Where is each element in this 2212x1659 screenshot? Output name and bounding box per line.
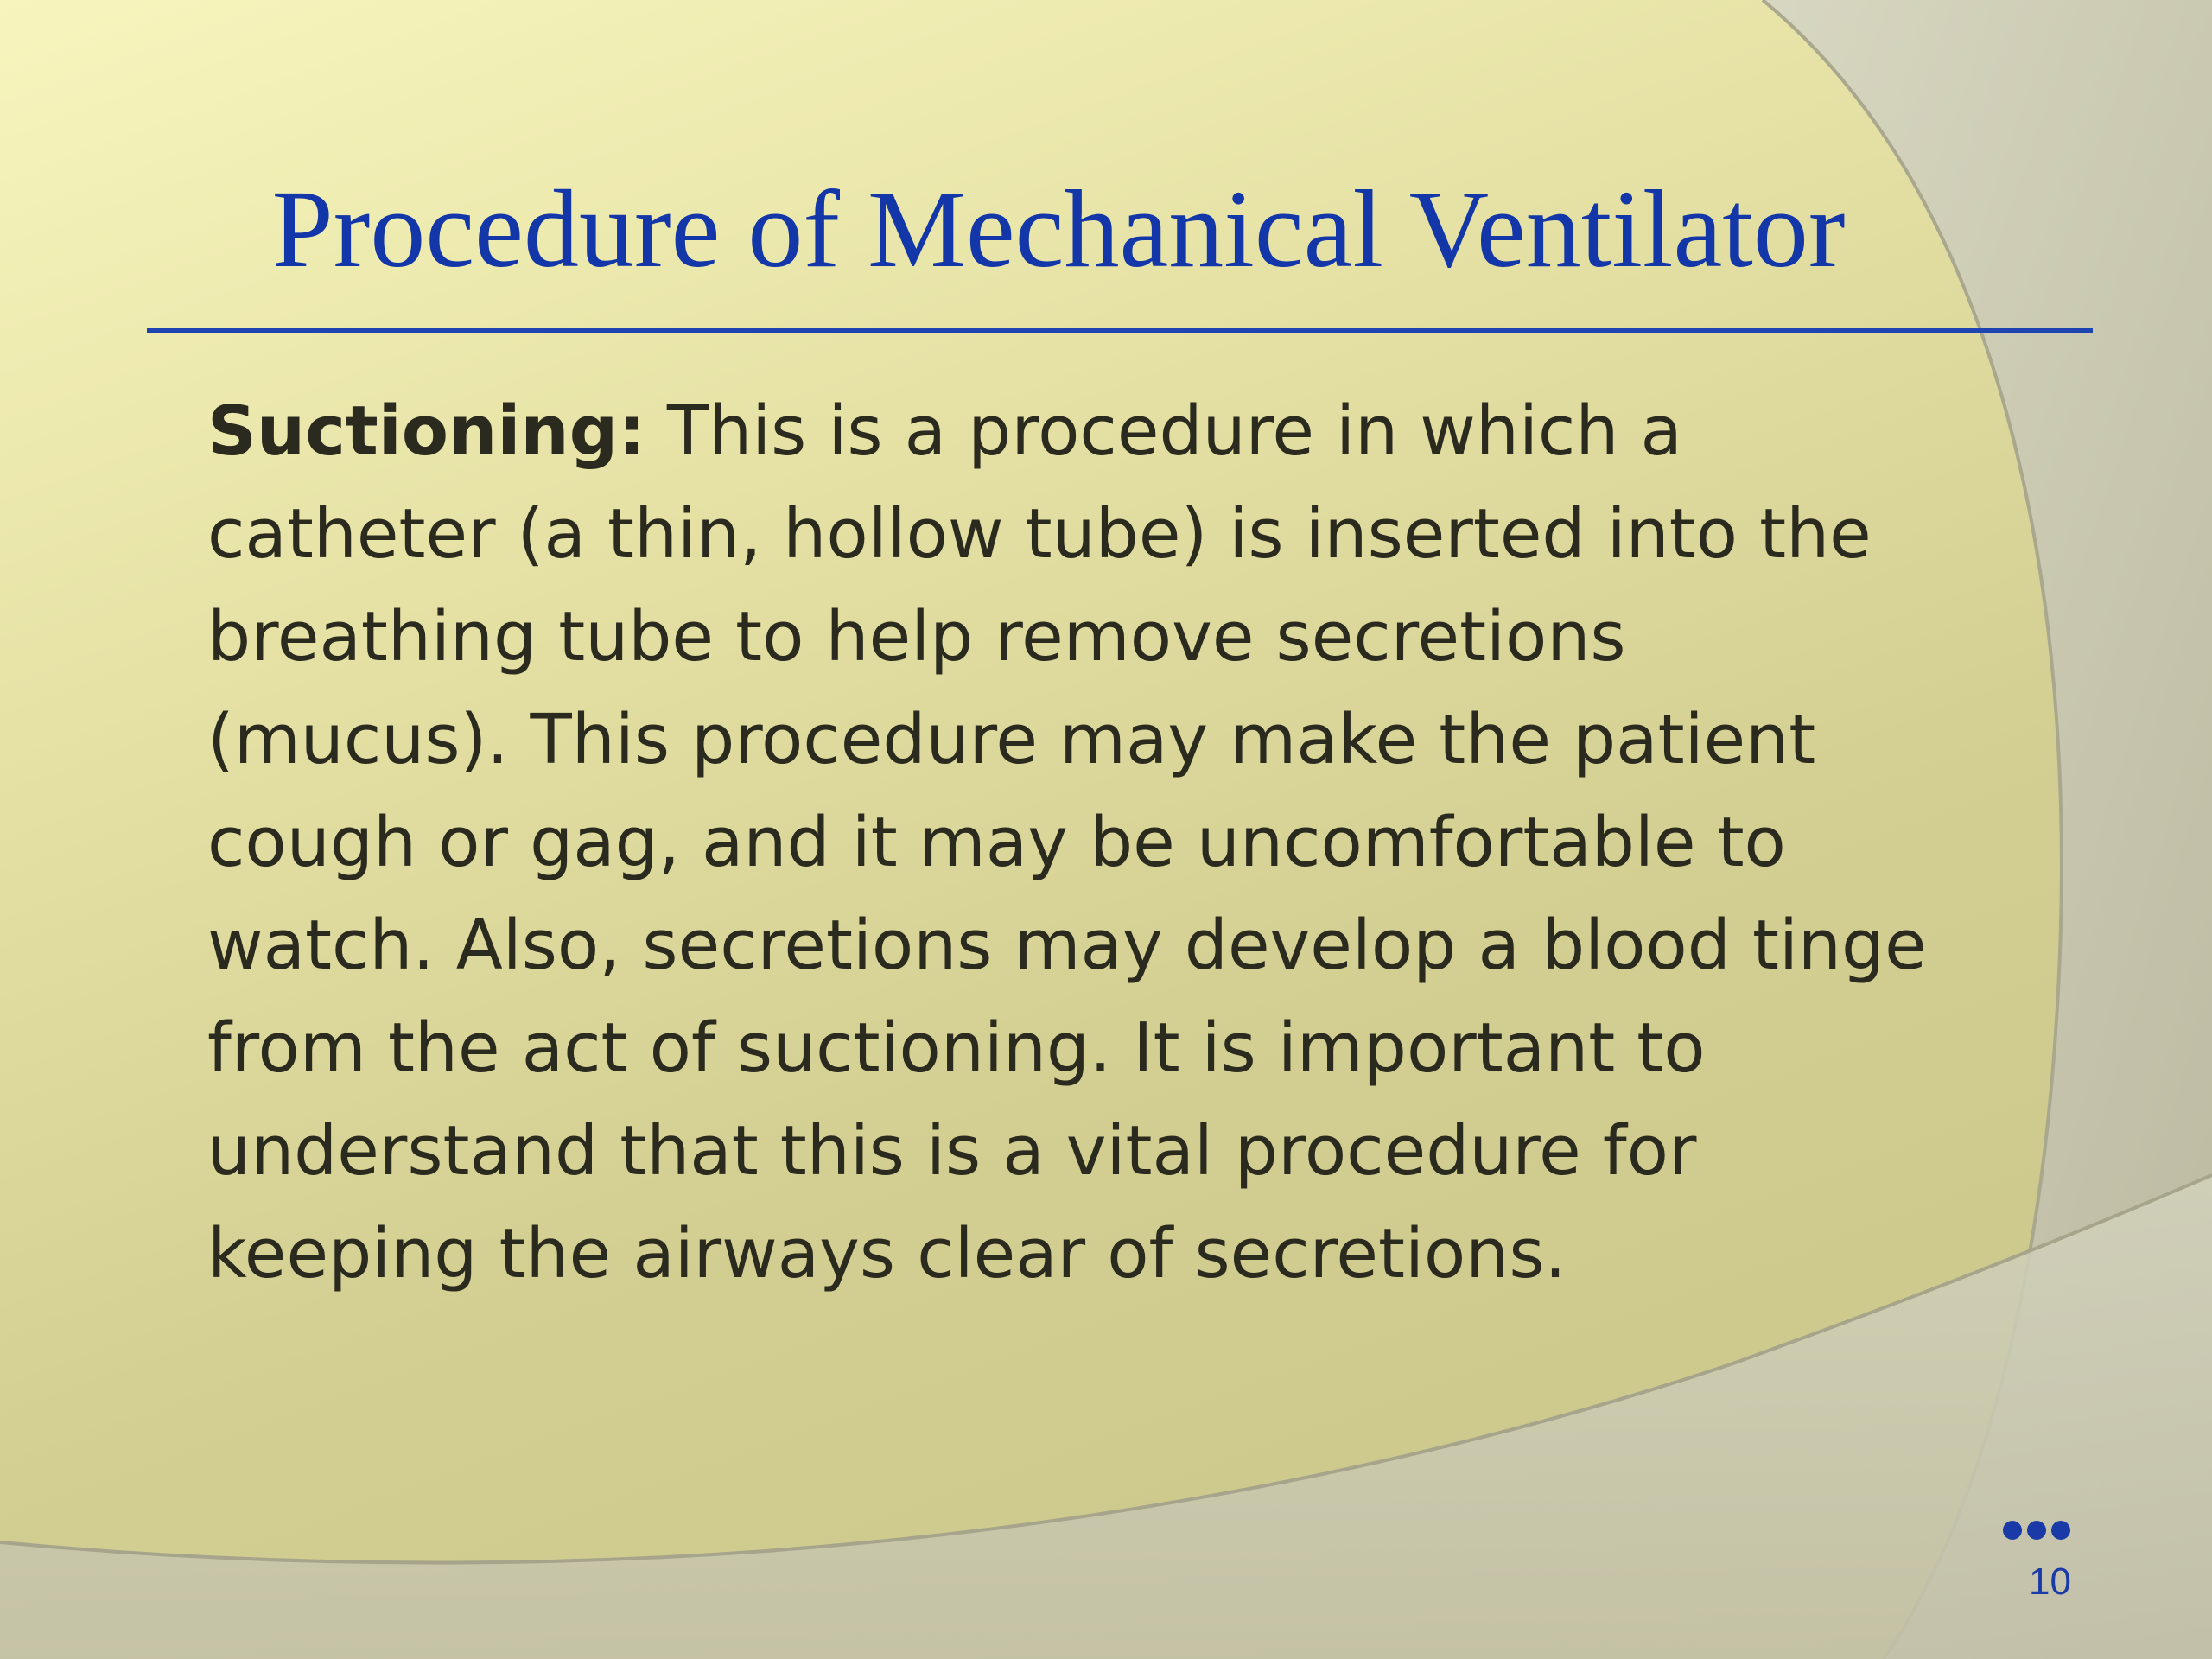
- body-line-2: catheter (a thin, hollow tube) is inserted into the: [207, 494, 1872, 574]
- decorative-dots-icon: [2003, 1521, 2070, 1540]
- body-paragraph: [207, 380, 1987, 1306]
- term-label: Suctioning:: [207, 391, 645, 471]
- body-line-8: understand that this is a vital procedure for: [207, 1111, 1697, 1191]
- body-line-4: (mucus). This procedure may make the patient: [207, 700, 1816, 779]
- body-line-7: from the act of suctioning. It is important to: [207, 1008, 1706, 1088]
- body-line-6: watch. Also, secretions may develop a blood tinge: [207, 906, 1927, 985]
- slide-title: Procedure of Mechanical Ventilator: [271, 168, 1846, 290]
- page-number: 10: [2029, 1560, 2071, 1603]
- title-divider: [147, 328, 2093, 333]
- body-line-3: breathing tube to help remove secretions: [207, 597, 1626, 677]
- dot: [2027, 1521, 2046, 1540]
- body-line-5: cough or gag, and it may be uncomfortable to: [207, 803, 1786, 882]
- body-line-1: [207, 380, 1987, 483]
- dot: [2051, 1521, 2070, 1540]
- dot: [2003, 1521, 2022, 1540]
- body-line-9: keeping the airways clear of secretions.: [207, 1214, 1567, 1294]
- body-line-1-text: This is a procedure in which a: [645, 391, 1682, 471]
